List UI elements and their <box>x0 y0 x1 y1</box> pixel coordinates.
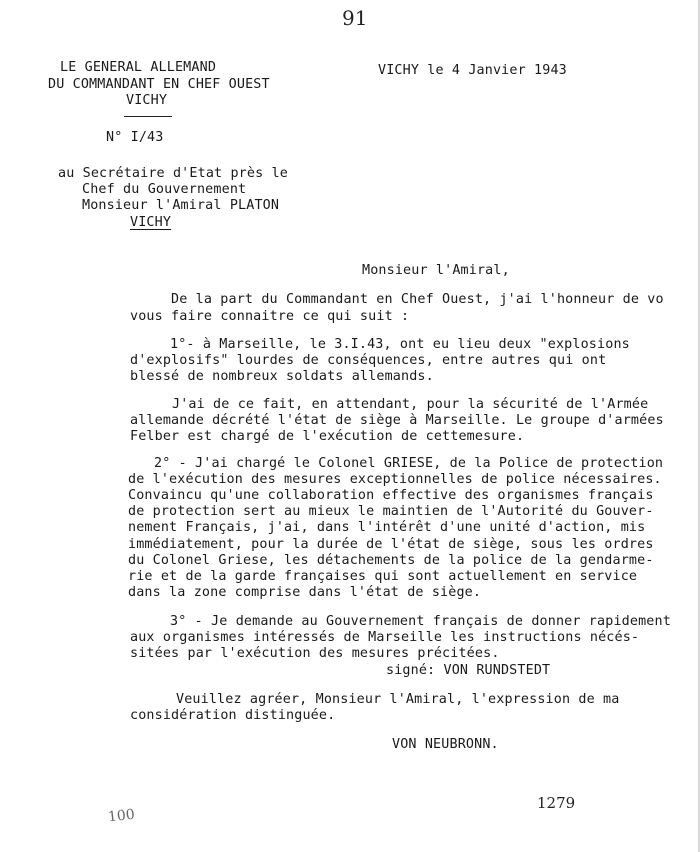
place-date: VICHY le 4 Janvier 1943 <box>378 63 567 78</box>
recipient-line-4: VICHY <box>130 215 172 230</box>
body-line: aux organismes intéressés de Marseille les instructions nécés- <box>130 630 640 645</box>
body-line: 3° - Je demande au Gouvernement français de donner rapidement <box>170 614 671 629</box>
body-line: J'ai de ce fait, en attendant, pour la sécurité de l'Armée <box>172 397 649 412</box>
body-line: 1°- à Marseille, le 3.I.43, ont eu lieu deux "explosions <box>170 337 630 352</box>
body-line: immédiatement, pour la durée de l'état de siège, sous les ordres <box>128 537 654 552</box>
body-line: vous faire connaitre ce qui suit : <box>130 309 410 324</box>
sender-divider <box>124 116 172 117</box>
body-line: nement Français, j'ai, dans l'intérêt d'une unité d'action, mis <box>128 520 646 535</box>
sender-line-1: LE GENERAL ALLEMAND <box>60 60 217 75</box>
sender-line-3: VICHY <box>126 93 168 108</box>
body-line: de protection sert au mieux le maintien de l'Autorité du Gouver- <box>128 504 654 519</box>
body-line: De la part du Commandant en Chef Ouest, j'ai l'honneur de vo <box>171 292 664 307</box>
reference-number: N° I/43 <box>106 130 164 145</box>
body-line: de l'exécution des mesures exceptionnelles de police nécessaires. <box>128 472 662 487</box>
recipient-line-2: Chef du Gouvernement <box>82 182 247 197</box>
signed-line: signé: VON RUNDSTEDT <box>386 663 551 678</box>
body-line: du Colonel Griese, les détachements de la police de la gendarme- <box>128 553 654 568</box>
closing-line-1: Veuillez agréer, Monsieur l'Amiral, l'expression de ma <box>176 692 620 707</box>
body-line: allemande décrété l'état de siège à Marseille. Le groupe d'armées <box>130 413 664 428</box>
body-line: rie et de la garde françaises qui sont actuellement en service <box>128 569 638 584</box>
body-line: Convaincu qu'une collaboration effective des organismes français <box>128 488 654 503</box>
body-line: d'explosifs" lourdes de conséquences, entre autres qui ont <box>130 353 607 368</box>
signatory: VON NEUBRONN. <box>392 737 499 752</box>
recipient-line-3: Monsieur l'Amiral PLATON <box>82 198 280 213</box>
body-line: sitées par l'exécution des mesures précitées. <box>130 646 500 661</box>
sender-line-2: DU COMMANDANT EN CHEF OUEST <box>48 77 270 92</box>
salutation: Monsieur l'Amiral, <box>362 263 510 278</box>
body-line: dans la zone comprise dans l'état de siège. <box>128 585 482 600</box>
body-line: 2° - J'ai chargé le Colonel GRIESE, de la Police de protection <box>154 456 664 471</box>
body-line: Felber est chargé de l'exécution de cettemesure. <box>130 429 525 444</box>
archive-number: 1279 <box>537 794 576 812</box>
page-number: 91 <box>342 6 368 30</box>
body-line: blessé de nombreux soldats allemands. <box>130 369 434 384</box>
recipient-line-1: au Secrétaire d'Etat près le <box>58 166 288 181</box>
closing-line-2: considération distinguée. <box>130 708 336 723</box>
margin-note: 100 <box>107 806 136 826</box>
